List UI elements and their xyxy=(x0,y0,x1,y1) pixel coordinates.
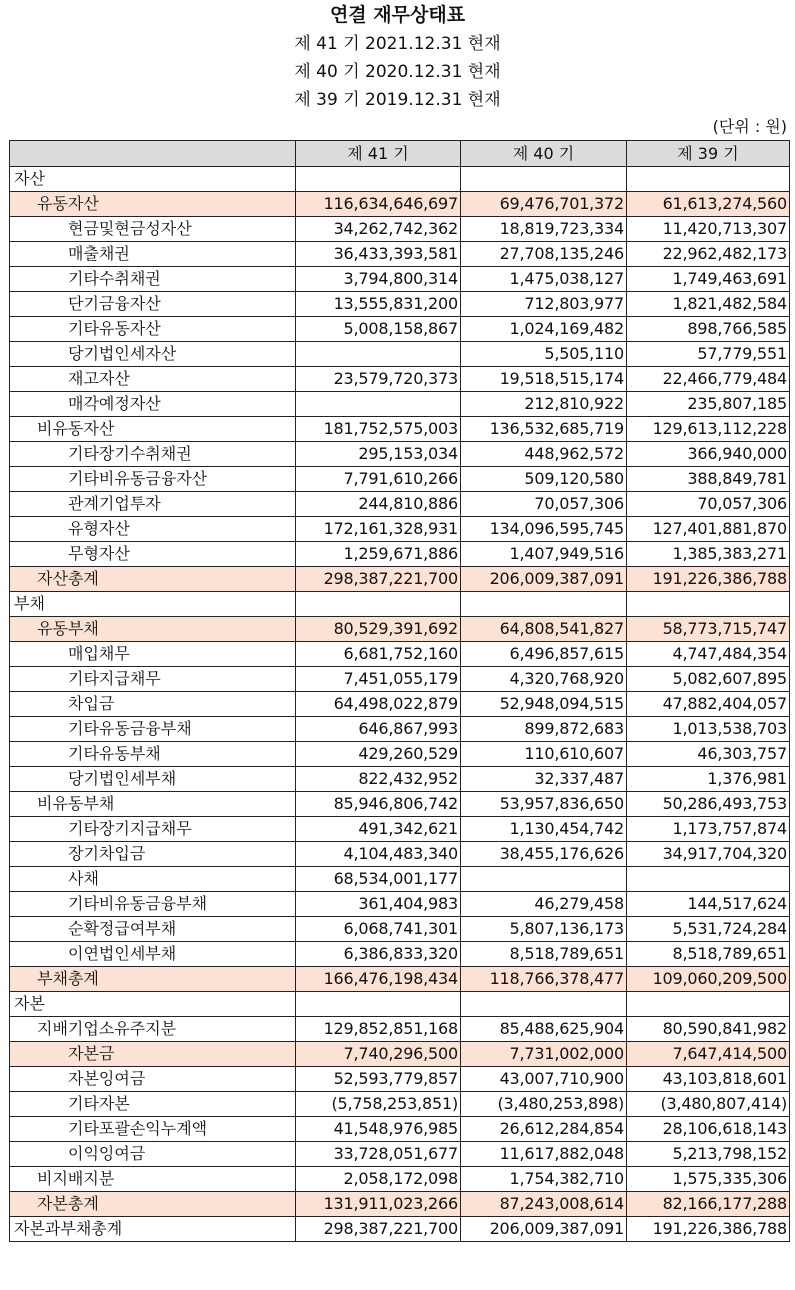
account-label: 장기차입금 xyxy=(10,842,296,867)
amount-cell xyxy=(296,392,461,417)
amount-cell: 11,617,882,048 xyxy=(461,1142,627,1167)
amount-cell: 57,779,551 xyxy=(627,342,790,367)
amount-cell: 509,120,580 xyxy=(461,467,627,492)
amount-cell: 295,153,034 xyxy=(296,442,461,467)
account-label: 현금및현금성자산 xyxy=(10,217,296,242)
amount-cell: 70,057,306 xyxy=(461,492,627,517)
account-label: 기타유동부채 xyxy=(10,742,296,767)
amount-cell: 5,082,607,895 xyxy=(627,667,790,692)
amount-cell: 53,957,836,650 xyxy=(461,792,627,817)
amount-cell: 191,226,386,788 xyxy=(627,1217,790,1242)
amount-cell: 46,303,757 xyxy=(627,742,790,767)
account-label: 비유동자산 xyxy=(10,417,296,442)
amount-cell: 64,808,541,827 xyxy=(461,617,627,642)
table-row xyxy=(10,317,790,342)
amount-cell: 33,728,051,677 xyxy=(296,1142,461,1167)
amount-cell xyxy=(627,592,790,617)
amount-cell: 1,749,463,691 xyxy=(627,267,790,292)
amount-cell: 34,262,742,362 xyxy=(296,217,461,242)
amount-cell: 46,279,458 xyxy=(461,892,627,917)
amount-cell: 8,518,789,651 xyxy=(461,942,627,967)
account-label: 기타수취채권 xyxy=(10,267,296,292)
amount-cell: 1,376,981 xyxy=(627,767,790,792)
table-row xyxy=(10,817,790,842)
amount-cell: 13,555,831,200 xyxy=(296,292,461,317)
amount-cell: 7,740,296,500 xyxy=(296,1042,461,1067)
amount-cell: 1,024,169,482 xyxy=(461,317,627,342)
amount-cell: 27,708,135,246 xyxy=(461,242,627,267)
amount-cell: 712,803,977 xyxy=(461,292,627,317)
table-row xyxy=(10,917,790,942)
amount-cell: 129,852,851,168 xyxy=(296,1017,461,1042)
amount-cell: 5,531,724,284 xyxy=(627,917,790,942)
account-label: 기타포괄손익누계액 xyxy=(10,1117,296,1142)
account-label: 유형자산 xyxy=(10,517,296,542)
table-row xyxy=(10,217,790,242)
table-row xyxy=(10,792,790,817)
account-label: 매입채무 xyxy=(10,642,296,667)
account-label: 기타자본 xyxy=(10,1092,296,1117)
amount-cell: 1,821,482,584 xyxy=(627,292,790,317)
account-label: 무형자산 xyxy=(10,542,296,567)
amount-cell: 6,496,857,615 xyxy=(461,642,627,667)
amount-cell: 22,466,779,484 xyxy=(627,367,790,392)
amount-cell: 235,807,185 xyxy=(627,392,790,417)
amount-cell: 7,731,002,000 xyxy=(461,1042,627,1067)
account-label: 이익잉여금 xyxy=(10,1142,296,1167)
account-label: 관계기업투자 xyxy=(10,492,296,517)
amount-cell: 366,940,000 xyxy=(627,442,790,467)
amount-cell: 646,867,993 xyxy=(296,717,461,742)
amount-cell: 116,634,646,697 xyxy=(296,192,461,217)
amount-cell: 87,243,008,614 xyxy=(461,1192,627,1217)
account-label: 자본총계 xyxy=(10,1192,296,1217)
table-body xyxy=(10,167,790,1242)
amount-cell: 22,962,482,173 xyxy=(627,242,790,267)
account-label: 자산총계 xyxy=(10,567,296,592)
account-label: 유동부채 xyxy=(10,617,296,642)
amount-cell: 1,407,949,516 xyxy=(461,542,627,567)
period-line-39: 제 39 기 2019.12.31 현재 xyxy=(294,90,501,110)
amount-cell xyxy=(296,992,461,1017)
amount-cell: 298,387,221,700 xyxy=(296,567,461,592)
balance-sheet-table xyxy=(9,140,790,1242)
account-label: 유동자산 xyxy=(10,192,296,217)
table-row xyxy=(10,1117,790,1142)
account-label: 기타비유동금융자산 xyxy=(10,467,296,492)
amount-cell: 134,096,595,745 xyxy=(461,517,627,542)
amount-cell: 80,529,391,692 xyxy=(296,617,461,642)
amount-cell: 70,057,306 xyxy=(627,492,790,517)
table-row xyxy=(10,292,790,317)
account-label: 차입금 xyxy=(10,692,296,717)
amount-cell: 61,613,274,560 xyxy=(627,192,790,217)
amount-cell: 1,475,038,127 xyxy=(461,267,627,292)
amount-cell xyxy=(461,992,627,1017)
table-row xyxy=(10,517,790,542)
column-header-period-39: 제 39 기 xyxy=(627,141,790,167)
table-row xyxy=(10,617,790,642)
table-row xyxy=(10,767,790,792)
column-header-account xyxy=(10,141,296,167)
amount-cell: 118,766,378,477 xyxy=(461,967,627,992)
table-row xyxy=(10,992,790,1017)
table-row xyxy=(10,967,790,992)
table-row xyxy=(10,1067,790,1092)
account-label: 이연법인세부채 xyxy=(10,942,296,967)
amount-cell: 172,161,328,931 xyxy=(296,517,461,542)
table-row xyxy=(10,492,790,517)
amount-cell: 6,386,833,320 xyxy=(296,942,461,967)
table-row xyxy=(10,367,790,392)
amount-cell: 5,807,136,173 xyxy=(461,917,627,942)
account-label: 매각예정자산 xyxy=(10,392,296,417)
amount-cell: 1,754,382,710 xyxy=(461,1167,627,1192)
amount-cell: 899,872,683 xyxy=(461,717,627,742)
amount-cell: 109,060,209,500 xyxy=(627,967,790,992)
account-label: 자본과부채총계 xyxy=(10,1217,296,1242)
account-label: 사채 xyxy=(10,867,296,892)
amount-cell: 7,791,610,266 xyxy=(296,467,461,492)
amount-cell: 8,518,789,651 xyxy=(627,942,790,967)
table-row xyxy=(10,717,790,742)
amount-cell: 23,579,720,373 xyxy=(296,367,461,392)
amount-cell xyxy=(627,992,790,1017)
account-label: 단기금융자산 xyxy=(10,292,296,317)
table-row xyxy=(10,192,790,217)
account-label: 기타장기수취채권 xyxy=(10,442,296,467)
table-row xyxy=(10,1092,790,1117)
amount-cell xyxy=(296,342,461,367)
amount-cell: 18,819,723,334 xyxy=(461,217,627,242)
table-row xyxy=(10,417,790,442)
amount-cell: 43,007,710,900 xyxy=(461,1067,627,1092)
column-header-period-40: 제 40 기 xyxy=(461,141,627,167)
account-label: 지배기업소유주지분 xyxy=(10,1017,296,1042)
amount-cell: 2,058,172,098 xyxy=(296,1167,461,1192)
amount-cell: 144,517,624 xyxy=(627,892,790,917)
amount-cell: 1,013,538,703 xyxy=(627,717,790,742)
header-row xyxy=(10,141,790,167)
account-label: 매출채권 xyxy=(10,242,296,267)
table-row xyxy=(10,592,790,617)
amount-cell: 491,342,621 xyxy=(296,817,461,842)
amount-cell: 298,387,221,700 xyxy=(296,1217,461,1242)
table-row xyxy=(10,392,790,417)
amount-cell: 28,106,618,143 xyxy=(627,1117,790,1142)
unit-label: (단위 : 원) xyxy=(712,117,787,136)
table-row xyxy=(10,442,790,467)
amount-cell: 47,882,404,057 xyxy=(627,692,790,717)
amount-cell: 58,773,715,747 xyxy=(627,617,790,642)
amount-cell: 1,385,383,271 xyxy=(627,542,790,567)
amount-cell: 41,548,976,985 xyxy=(296,1117,461,1142)
period-line-40: 제 40 기 2020.12.31 현재 xyxy=(294,62,501,82)
amount-cell: 1,259,671,886 xyxy=(296,542,461,567)
account-label: 순확정급여부채 xyxy=(10,917,296,942)
table-row xyxy=(10,167,790,192)
amount-cell: 69,476,701,372 xyxy=(461,192,627,217)
account-label: 자본잉여금 xyxy=(10,1067,296,1092)
amount-cell: 34,917,704,320 xyxy=(627,842,790,867)
amount-cell: 85,488,625,904 xyxy=(461,1017,627,1042)
amount-cell: 136,532,685,719 xyxy=(461,417,627,442)
amount-cell: 191,226,386,788 xyxy=(627,567,790,592)
amount-cell: 244,810,886 xyxy=(296,492,461,517)
amount-cell: 38,455,176,626 xyxy=(461,842,627,867)
amount-cell xyxy=(296,167,461,192)
table-row xyxy=(10,667,790,692)
amount-cell: 212,810,922 xyxy=(461,392,627,417)
amount-cell: 4,320,768,920 xyxy=(461,667,627,692)
amount-cell: (5,758,253,851) xyxy=(296,1092,461,1117)
amount-cell: 129,613,112,228 xyxy=(627,417,790,442)
account-label: 자본금 xyxy=(10,1042,296,1067)
table-row xyxy=(10,567,790,592)
amount-cell: 4,747,484,354 xyxy=(627,642,790,667)
amount-cell: 822,432,952 xyxy=(296,767,461,792)
amount-cell xyxy=(461,592,627,617)
amount-cell: (3,480,807,414) xyxy=(627,1092,790,1117)
amount-cell: 80,590,841,982 xyxy=(627,1017,790,1042)
account-label: 부채총계 xyxy=(10,967,296,992)
amount-cell: 1,130,454,742 xyxy=(461,817,627,842)
table-row xyxy=(10,867,790,892)
account-label: 재고자산 xyxy=(10,367,296,392)
column-header-period-41: 제 41 기 xyxy=(296,141,461,167)
amount-cell: 82,166,177,288 xyxy=(627,1192,790,1217)
amount-cell: 36,433,393,581 xyxy=(296,242,461,267)
amount-cell xyxy=(461,867,627,892)
amount-cell: 43,103,818,601 xyxy=(627,1067,790,1092)
table-row xyxy=(10,1142,790,1167)
amount-cell xyxy=(627,167,790,192)
amount-cell: 206,009,387,091 xyxy=(461,567,627,592)
account-label: 당기법인세부채 xyxy=(10,767,296,792)
table-row xyxy=(10,742,790,767)
amount-cell: 6,681,752,160 xyxy=(296,642,461,667)
amount-cell xyxy=(461,167,627,192)
amount-cell: 361,404,983 xyxy=(296,892,461,917)
table-row xyxy=(10,892,790,917)
amount-cell: 52,948,094,515 xyxy=(461,692,627,717)
account-label: 기타유동자산 xyxy=(10,317,296,342)
amount-cell: 11,420,713,307 xyxy=(627,217,790,242)
table-row xyxy=(10,342,790,367)
amount-cell: 166,476,198,434 xyxy=(296,967,461,992)
table-row xyxy=(10,942,790,967)
amount-cell: 68,534,001,177 xyxy=(296,867,461,892)
table-row xyxy=(10,842,790,867)
table-row xyxy=(10,242,790,267)
amount-cell: 127,401,881,870 xyxy=(627,517,790,542)
amount-cell: 110,610,607 xyxy=(461,742,627,767)
amount-cell: 19,518,515,174 xyxy=(461,367,627,392)
table-row xyxy=(10,1192,790,1217)
table-row xyxy=(10,692,790,717)
amount-cell: 32,337,487 xyxy=(461,767,627,792)
amount-cell: 1,575,335,306 xyxy=(627,1167,790,1192)
amount-cell: 3,794,800,314 xyxy=(296,267,461,292)
account-label: 당기법인세자산 xyxy=(10,342,296,367)
amount-cell: 1,173,757,874 xyxy=(627,817,790,842)
account-label: 부채 xyxy=(10,592,296,617)
amount-cell: 5,213,798,152 xyxy=(627,1142,790,1167)
amount-cell xyxy=(296,592,461,617)
amount-cell: 898,766,585 xyxy=(627,317,790,342)
amount-cell: 26,612,284,854 xyxy=(461,1117,627,1142)
account-label: 자산 xyxy=(10,167,296,192)
account-label: 기타지급채무 xyxy=(10,667,296,692)
amount-cell: 206,009,387,091 xyxy=(461,1217,627,1242)
amount-cell: 5,008,158,867 xyxy=(296,317,461,342)
account-label: 기타장기지급채무 xyxy=(10,817,296,842)
account-label: 기타비유동금융부채 xyxy=(10,892,296,917)
account-label: 비지배지분 xyxy=(10,1167,296,1192)
amount-cell: 181,752,575,003 xyxy=(296,417,461,442)
table-row xyxy=(10,542,790,567)
table-row xyxy=(10,1217,790,1242)
amount-cell: 131,911,023,266 xyxy=(296,1192,461,1217)
account-label: 기타유동금융부채 xyxy=(10,717,296,742)
table-row xyxy=(10,467,790,492)
table-row xyxy=(10,267,790,292)
amount-cell: 388,849,781 xyxy=(627,467,790,492)
amount-cell: 7,647,414,500 xyxy=(627,1042,790,1067)
page-title: 연결 재무상태표 xyxy=(329,4,466,26)
period-line-41: 제 41 기 2021.12.31 현재 xyxy=(294,34,501,54)
account-label: 자본 xyxy=(10,992,296,1017)
amount-cell: 50,286,493,753 xyxy=(627,792,790,817)
amount-cell: 52,593,779,857 xyxy=(296,1067,461,1092)
amount-cell: 448,962,572 xyxy=(461,442,627,467)
amount-cell: 64,498,022,879 xyxy=(296,692,461,717)
table-row xyxy=(10,1167,790,1192)
account-label: 비유동부채 xyxy=(10,792,296,817)
amount-cell: 4,104,483,340 xyxy=(296,842,461,867)
table-row xyxy=(10,1017,790,1042)
amount-cell: 7,451,055,179 xyxy=(296,667,461,692)
table-row xyxy=(10,1042,790,1067)
amount-cell: (3,480,253,898) xyxy=(461,1092,627,1117)
amount-cell: 6,068,741,301 xyxy=(296,917,461,942)
amount-cell xyxy=(627,867,790,892)
amount-cell: 5,505,110 xyxy=(461,342,627,367)
amount-cell: 429,260,529 xyxy=(296,742,461,767)
table-row xyxy=(10,642,790,667)
amount-cell: 85,946,806,742 xyxy=(296,792,461,817)
